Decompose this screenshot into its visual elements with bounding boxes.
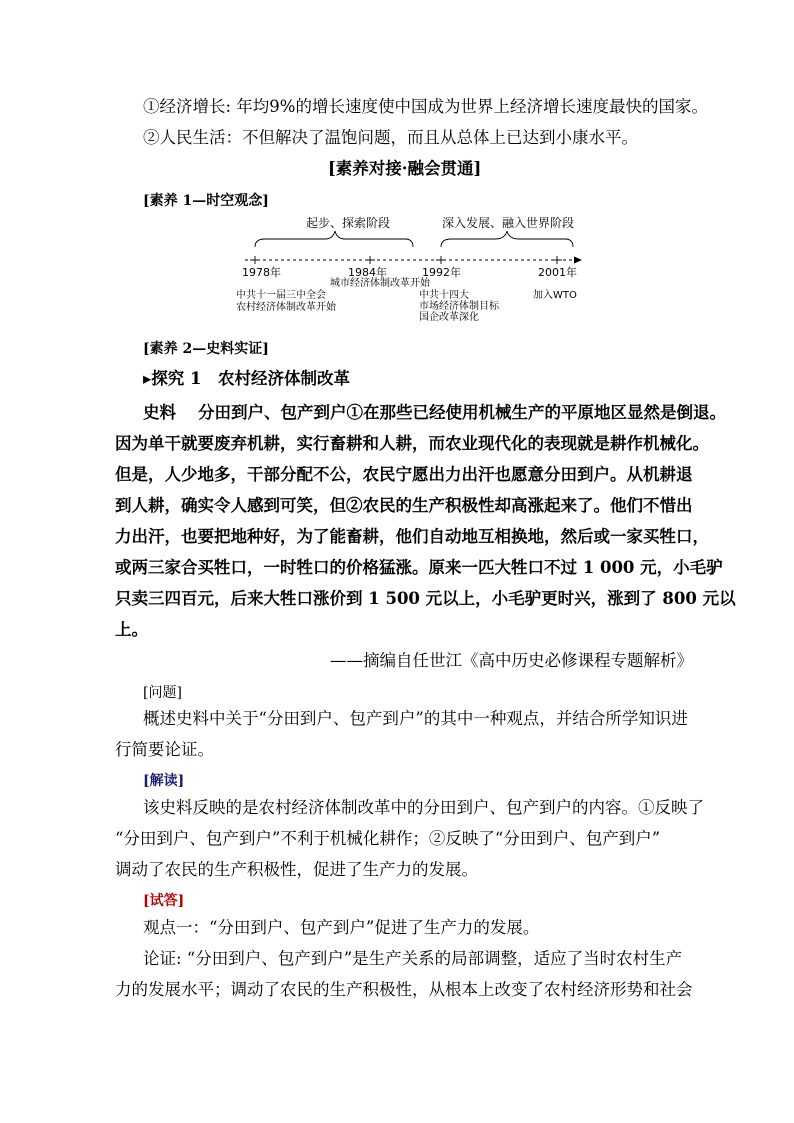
- year-2001: 2001年: [538, 266, 577, 279]
- interpretation-heading: [解读]: [143, 773, 185, 789]
- answer-view-1: 观点一：“分田到户、包产到户”促进了生产力的发展。: [143, 918, 540, 937]
- source-line-3: 但是，人少地多，干部分配不公，农民宁愿出力出汗也愿意分田到户。从机耕退: [115, 465, 693, 484]
- event-1978-a: 中共十一届三中全会: [236, 290, 326, 301]
- answer-heading: [试答]: [143, 893, 185, 909]
- answer-argument-1: 论证: “分田到户、包产到户”是生产关系的局部调整，适应了当时农村生产: [143, 949, 683, 968]
- source-text-1: 分田到户、包产到户①在那些已经使用机械生产的平原地区显然是倒退。: [198, 403, 726, 422]
- source-line-5: 力出汗，也要把地种好，为了能畜耕，他们自动地互相换地，然后或一家买牲口，: [115, 527, 709, 546]
- event-1984: 城市经济体制改革开始: [330, 278, 430, 289]
- stage-1-label: 起步、探索阶段: [306, 216, 391, 230]
- source-line-7: 只卖三四百元，后来大牲口涨价到 1 500 元以上，小毛驴更时兴，涨到了 800 元以: [115, 589, 736, 608]
- inquiry-1-heading: ▸探究 1 农村经济体制改革: [143, 369, 351, 388]
- question-text-2: 行简要论证。: [115, 740, 214, 759]
- stage-2-label: 深入发展、融入世界阶段: [442, 216, 575, 230]
- event-1992-a: 中共十四大: [419, 290, 469, 301]
- source-citation: ——摘编自任世江《高中历史必修课程专题解析》: [330, 651, 693, 670]
- section-heading: [素养对接·融会贯通]: [328, 159, 482, 178]
- brace-stage-2: [441, 231, 573, 247]
- timeline-arrow: [574, 257, 582, 264]
- event-1992-b: 市场经济体制目标: [419, 301, 499, 312]
- event-1992-c: 国企改革深化: [419, 312, 479, 323]
- question-heading: [问题]: [143, 685, 182, 701]
- line-economic-growth: ①经济增长: 年均9%的增长速度使中国成为世界上经济增长速度最快的国家。: [143, 97, 708, 116]
- source-line-8: 上。: [115, 620, 148, 639]
- event-1978-b: 农村经济体制改革开始: [236, 302, 336, 313]
- event-2001: 加入WTO: [533, 290, 577, 301]
- line-people-life: ②人民生活：不但解决了温饱问题，而且从总体上已达到小康水平。: [143, 128, 638, 147]
- year-1978: 1978年: [242, 266, 281, 279]
- answer-argument-2: 力的发展水平；调动了农民的生产积极性，从根本上改变了农村经济形势和社会: [115, 980, 693, 999]
- interpretation-text-2: “分田到户、包产到户”不利于机械化耕作；②反映了“分田到户、包产到户”: [115, 829, 661, 848]
- source-line-1: [143, 402, 726, 424]
- source-line-2: 因为单干就要废弃机耕，实行畜耕和人耕，而农业现代化的表现就是耕作机械化。: [115, 434, 709, 453]
- literacy-1-heading: [素养 1—时空观念]: [143, 193, 269, 209]
- interpretation-text-3: 调动了农民的生产积极性，促进了生产力的发展。: [115, 860, 478, 879]
- year-1984: 1984年: [348, 266, 387, 279]
- source-line-6: 或两三家合买牲口，一时牲口的价格猛涨。原来一匹大牲口不过 1 000 元，小毛驴: [115, 558, 723, 577]
- year-1992: 1992年: [422, 266, 461, 279]
- source-label: 史料: [143, 403, 176, 422]
- interpretation-text-1: 该史料反映的是农村经济体制改革中的分田到户、包产到户的内容。①反映了: [143, 798, 704, 817]
- question-text-1: 概述史料中关于“分田到户、包产到户”的其中一种观点，并结合所学知识进: [143, 709, 688, 728]
- reform-timeline: [230, 215, 590, 330]
- literacy-2-heading: [素养 2—史料实证]: [143, 341, 269, 357]
- brace-stage-1: [255, 231, 413, 247]
- source-line-4: 到人耕，确实令人感到可笑，但②农民的生产积极性却高涨起来了。他们不惜出: [115, 496, 693, 515]
